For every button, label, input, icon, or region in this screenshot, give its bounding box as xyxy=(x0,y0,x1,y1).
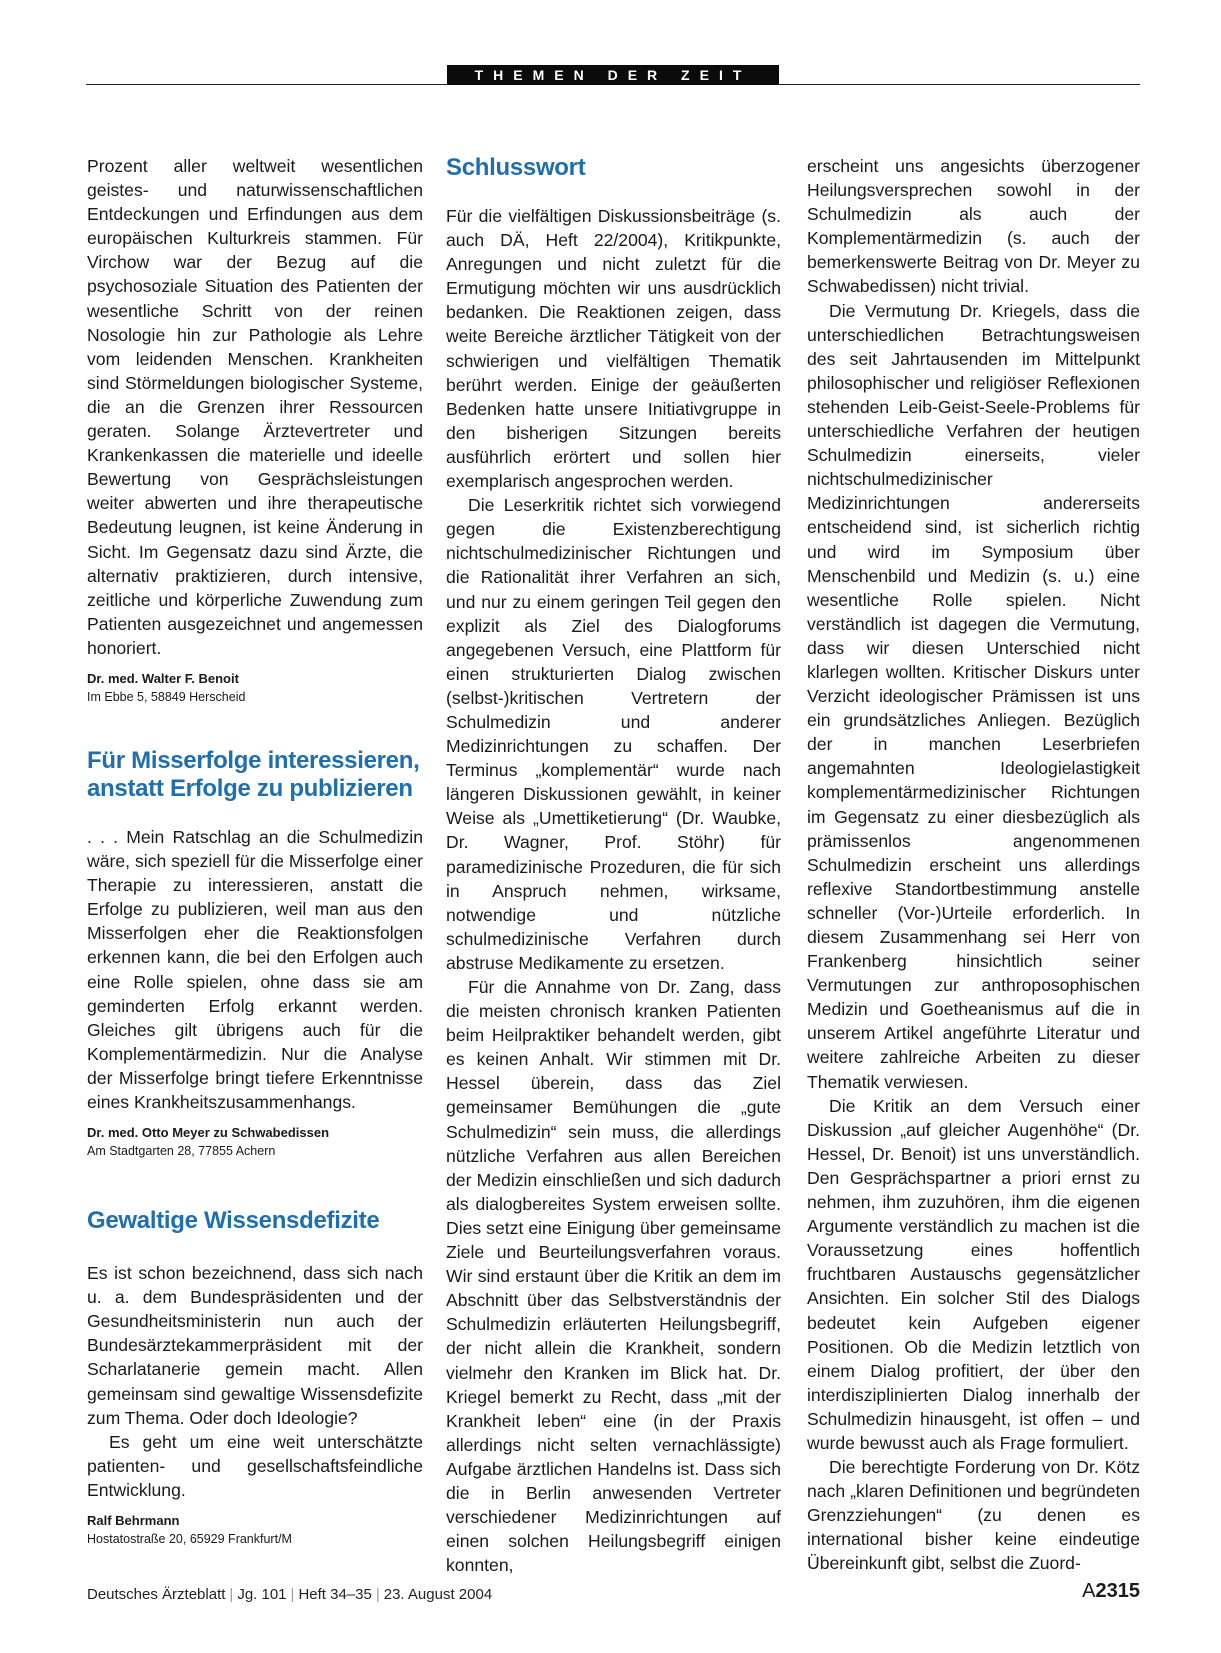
article-heading: Für Misserfolge interessieren, anstatt Erfolge zu publizieren xyxy=(87,746,420,802)
journal-date: 23. August 2004 xyxy=(383,1586,493,1603)
signature-name: Ralf Behrmann xyxy=(87,1513,180,1529)
page-prefix: A xyxy=(1082,1580,1096,1602)
section-header: THEMEN DER ZEIT xyxy=(447,65,779,85)
column-2 xyxy=(446,154,781,1577)
paragraph: Prozent aller weltweit wesentlichen geistes- und naturwissenschaftlichen Entdeckungen und Erfindungen aus dem europäischen Kulturkreis stammen. Für Virchow war der Bezug auf die psychosoziale Situation des Patienten der wesentliche Schritt von der reinen Nosologie hin zur Pathologie als Lehre vom leidenden Menschen. Krankheiten sind Störmeldungen biologischer Systeme, die an die Grenzen ihrer Ressourcen geraten. Solange Ärztevertreter und Krankenkassen die materielle und ideelle Bewertung von Gesprächsleistungen weiter abwerten und ihre therapeutische Bedeutung leugnen, ist keine Änderung in Sicht. Im Gegensatz dazu sind Ärzte, die alternativ praktizieren, durch intensive, zeitliche und körperliche Zuwendung zum Patienten ausgezeichnet und angemessen honoriert. xyxy=(87,156,423,658)
column-3 xyxy=(807,154,1140,1576)
journal-name: Deutsches Ärzteblatt xyxy=(87,1586,226,1603)
paragraph: Es geht um eine weit unterschätzte patienten- und gesellschaftsfeindliche Entwicklung. xyxy=(87,1431,423,1500)
footer-separator: | xyxy=(229,1586,234,1603)
journal-issue: Heft 34–35 xyxy=(298,1586,372,1603)
paragraph: Es ist schon bezeichnend, dass sich nach u. a. dem Bundespräsidenten und der Gesundheitsministerin nun auch der Bundesärztekammerpräsident mit der Scharlatanerie gemein macht. Allen gemeinsam sind gewaltige Wissensdefizite zum Thema. Oder doch Ideologie? xyxy=(87,1263,423,1428)
paragraph: Die berechtigte Forderung von Dr. Kötz nach „klaren Definitionen und begründeten Grenzziehungen“ (zu denen es international bisher keine eindeutige Übereinkunft gibt, selbst die Zuord- xyxy=(807,1457,1140,1574)
paragraph: Die Vermutung Dr. Kriegels, dass die unterschiedlichen Betrachtungsweisen des seit Jahrtausenden im Mittelpunkt philosophischer und religiöser Reflexionen stehenden Leib-Geist-Seele-Problems für unterschiedliche Verfahren der heutigen Schulmedizin einerseits, vieler nichtschulmedizinischer Medizinrichtungen andererseits entscheidend sind, ist sicherlich richtig und wird im Symposium über Menschenbild und Medizin (s. u.) eine wesentliche Rolle spielen. Nicht verständlich ist dagegen die Vermutung, dass wir diesen Unterschied nicht klarlegen wollten. Kritischer Diskurs unter Verzicht ideologischer Prämissen ist uns ein grundsätzliches Anliegen. Bezüglich der in manchen Leserbriefen angemahnten Ideologielastigkeit komplementärmedizinischer Richtungen im Gegensatz zu einer diesbezüglich als prämissenlos angenommenen Schulmedizin erscheint uns allerdings reflexive Standortbestimmung anstelle schneller (Vor-)Urteile erforderlich. In diesem Zusammenhang sei Herr von Frankenberg hinsichtlich seiner Vermutungen zur anthroposophischen Medizin und Goetheanismus auf die in unserem Artikel angeführte Literatur und weitere zahlreiche Arbeiten zu dieser Thematik verwiesen. xyxy=(807,300,1140,1092)
paragraph: Die Leserkritik richtet sich vorwiegend gegen die Existenzberechtigung nichtschulmedizinischer Richtungen und die Rationalität ihrer Verfahren an sich, und nur zu einem geringen Teil gegen den explizit als Ziel des Dialogforums angegebenen Versuch, eine Plattform für einen strukturierten Dialog zwischen (selbst-)kritischen Vertretern der Schulmedizin und anderer Medizinrichtungen zu schaffen. Der Terminus „komplementär“ wurde nach längeren Diskussionen gewählt, in keiner Weise als „Umettiketierung“ (Dr. Waubke, Dr. Wagner, Prof. Stöhr) für paramedizinische Prozeduren, die für sich in Anspruch nehmen, wirksame, notwendige und nützliche schulmedizinische Verfahren durch abstruse Medikamente zu ersetzen. xyxy=(446,495,781,973)
signature-address: Hostatostraße 20, 65929 Frankfurt/M xyxy=(87,1532,292,1547)
article-heading: Schlusswort xyxy=(446,154,586,181)
paragraph: . . . Mein Ratschlag an die Schulmedizin wäre, sich speziell für die Misserfolge einer Therapie zu interessieren, anstatt die Erfolge zu publizieren, weil man aus den Misserfolgen eher die Reaktionsfolgen erkennen kann, die bei den Erfolgen auch eine Rolle spielen, ohne dass sie am geminderten Erfolg erkannt werden. Gleiches gilt übrigens auch für die Komplementärmedizin. Nur die Analyse der Misserfolge bringt tiefere Erkenntnisse eines Krankheitszusammenhangs. xyxy=(87,826,423,1112)
paragraph: Für die Annahme von Dr. Zang, dass die meisten chronisch kranken Patienten beim Heilpraktiker behandelt werden, gibt es keinen Anhalt. Wir stimmen mit Dr. Hessel überein, dass das Ziel gemeinsamer Bemühungen die „gute Schulmedizin“ sein muss, die allerdings nützliche Verfahren aus allen Bereichen der Medizin einschließen und sich dadurch als dialogbereites System erweisen sollte. Dies setzt eine Einigung über gemeinsame Ziele und Beurteilungsverfahren voraus. Wir sind erstaunt über die Kritik an dem im Abschnitt über das Selbstverständnis der Schulmedizin erläuterten Heilungsbegriff, der nicht allein die Krankheit, sondern vielmehr den Kranken im Blick hat. Dr. Kriegel bemerkt zu Recht, dass „mit der Krankheit leben“ eine (in der Praxis allerdings nicht selten vernachlässigte) Aufgabe ärztlichen Handelns ist. Dass sich die in Berlin anwesenden Vertreter verschiedener Medizinrichtungen auf einen solchen Heilungsbegriff einigen konnten, xyxy=(446,977,781,1576)
signature-address: Im Ebbe 5, 58849 Herscheid xyxy=(87,689,246,704)
page-number-value: 2315 xyxy=(1095,1580,1140,1602)
paragraph: Für die vielfältigen Diskussionsbeiträge (s. auch DÄ, Heft 22/2004), Kritikpunkte, Anregungen und nicht zuletzt für die Ermutigung möchten wir uns ausdrücklich bedanken. Die Reaktionen zeigen, dass weite Bereiche ärztlicher Tätigkeit von der schwierigen und vielfältigen Thematik berührt werden. Einige der geäußerten Bedenken hatte unsere Initiativgruppe in den bisherigen Sitzungen bereits ausführlich erörtert und sollen hier exemplarisch angesprochen werden. xyxy=(446,206,781,492)
signature-name: Dr. med. Otto Meyer zu Schwabedissen xyxy=(87,1125,330,1141)
page-number xyxy=(1082,1580,1140,1603)
paragraph: erscheint uns angesichts überzogener Heilungsversprechen sowohl in der Schulmedizin als auch der Komplementärmedizin (s. auch der bemerkenswerte Beitrag von Dr. Meyer zu Schwabedissen) nicht trivial. xyxy=(807,156,1140,297)
footer-separator: | xyxy=(375,1586,380,1603)
paragraph: Die Kritik an dem Versuch einer Diskussion „auf gleicher Augenhöhe“ (Dr. Hessel, Dr. Benoit) ist uns unverständlich. Den Gesprächspartner a priori ernst zu nehmen, ihm zuzuhören, ihm die eigenen Argumente verständlich zu machen ist die Voraussetzung eines hoffentlich fruchtbaren Austauschs gegensätzlicher Ansichten. Ein solcher Stil des Dialogs bedeutet kein Aufgeben eigener Positionen. Ob die Medizin letztlich von einem Dialog profitiert, der über den interdisziplinierten Dialog innerhalb der Schulmedizin hinausgeht, ist offen – und wurde bewusst auch als Frage formuliert. xyxy=(807,1095,1140,1453)
signature-address: Am Stadtgarten 28, 77855 Achern xyxy=(87,1144,276,1159)
article-heading: Gewaltige Wissensdefizite xyxy=(87,1207,380,1235)
journal-volume: Jg. 101 xyxy=(237,1586,287,1603)
footer-separator: | xyxy=(290,1586,295,1603)
column-1 xyxy=(87,154,423,1548)
signature-name: Dr. med. Walter F. Benoit xyxy=(87,670,239,686)
page-footer xyxy=(87,1586,492,1603)
